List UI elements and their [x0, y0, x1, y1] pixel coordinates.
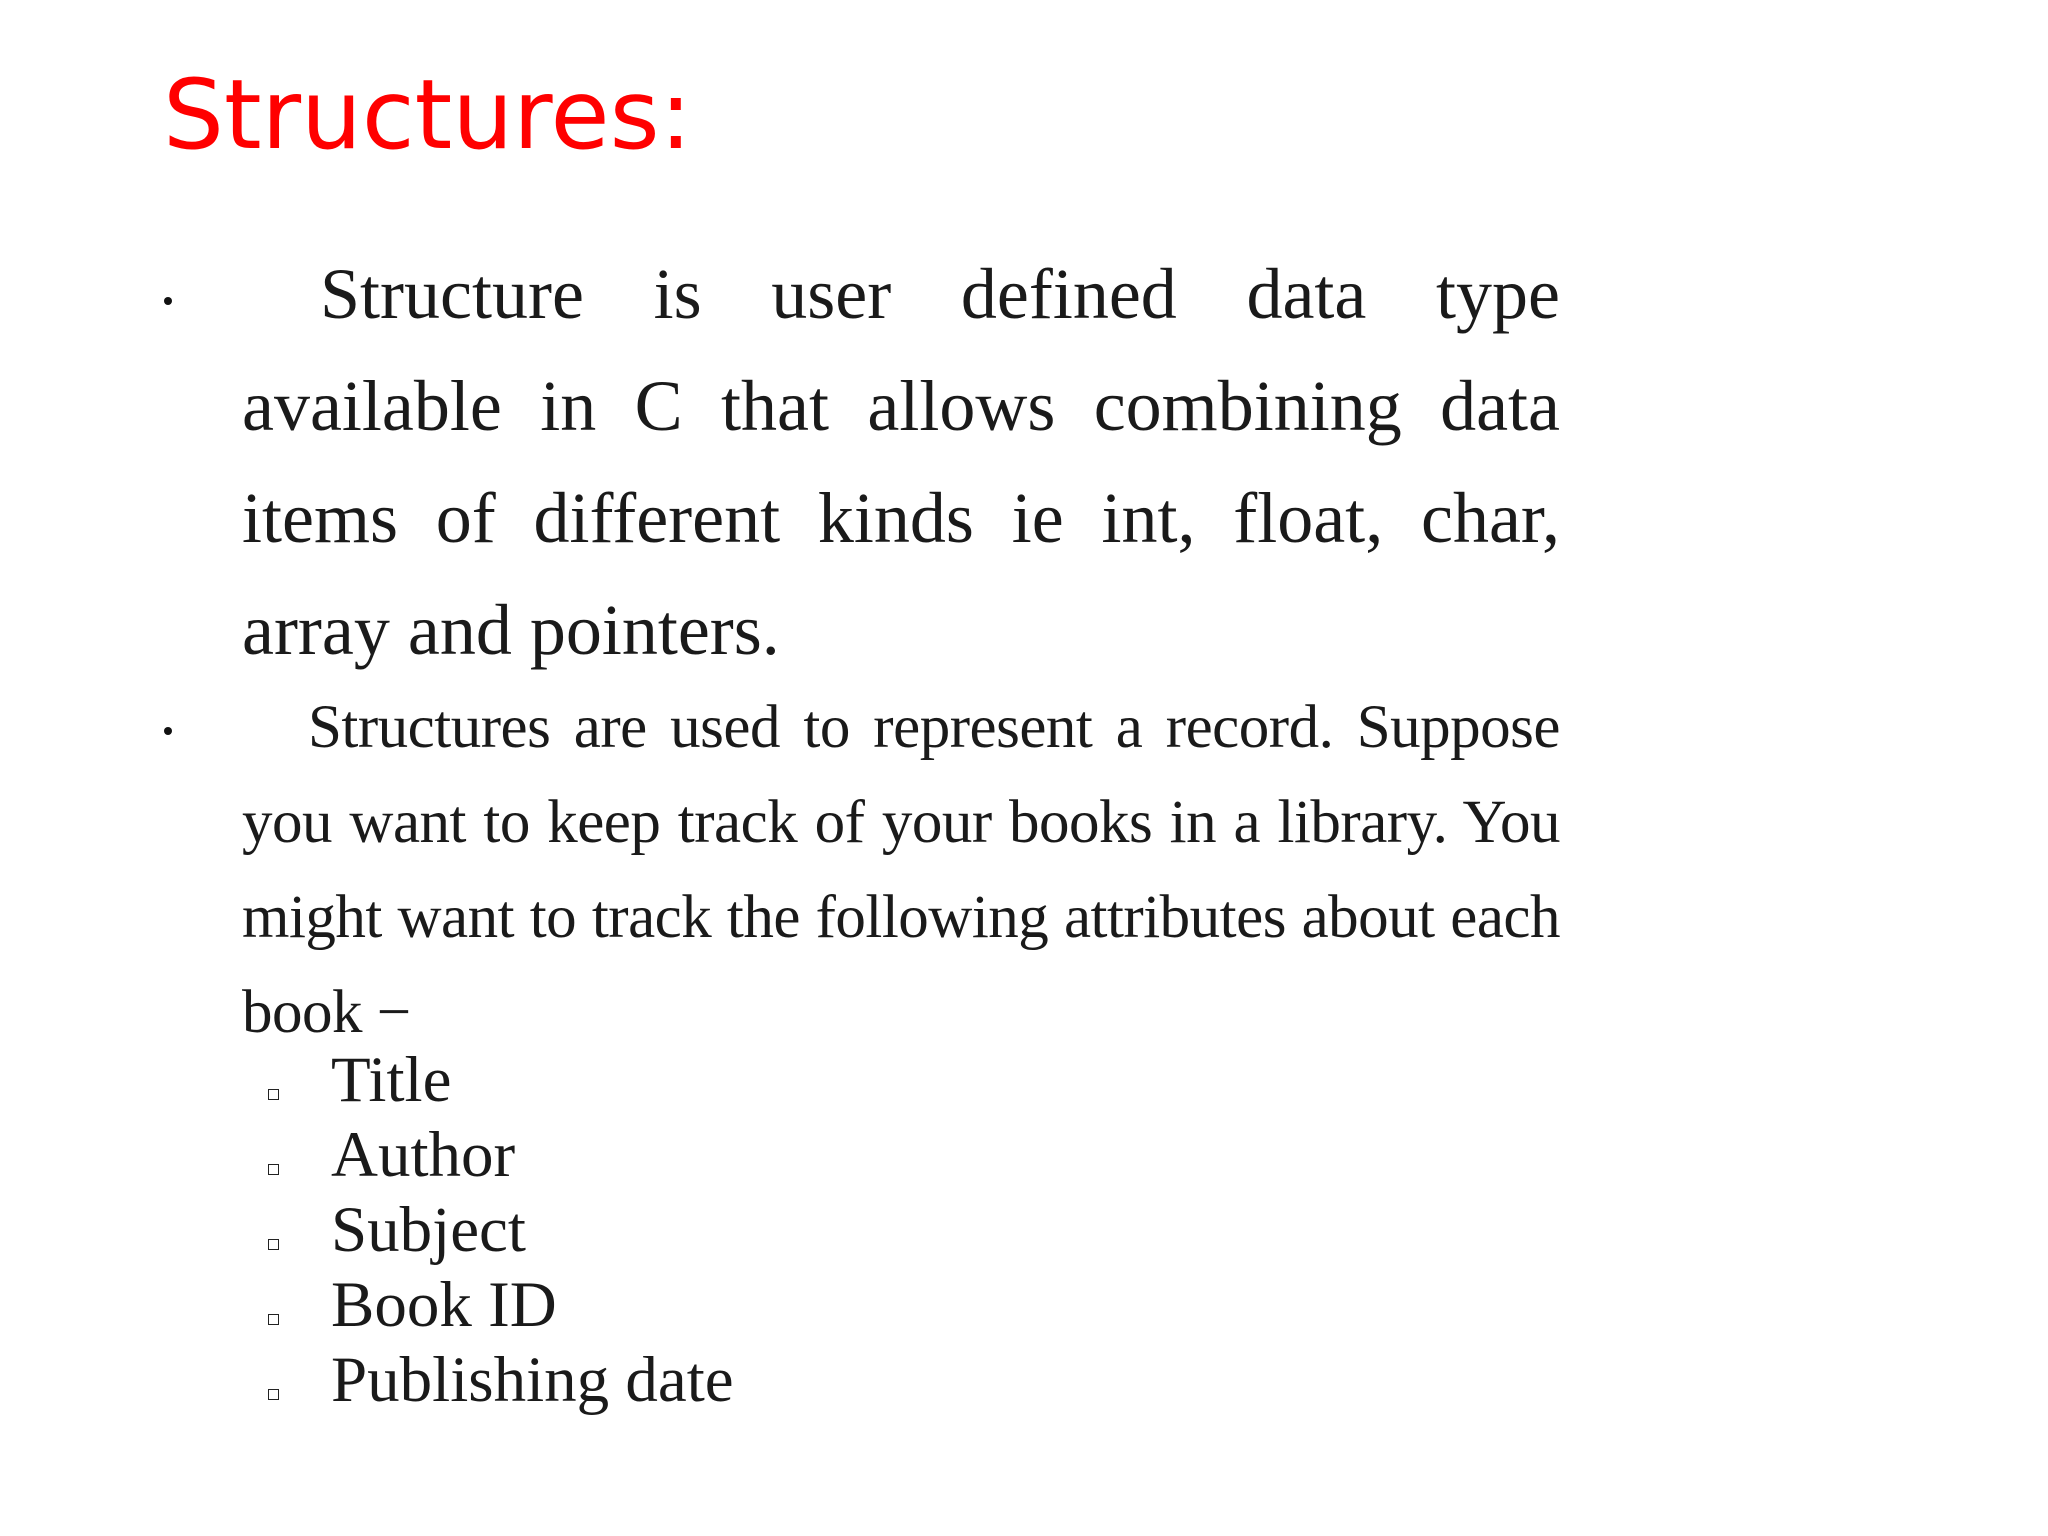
attribute-label: Publishing date	[331, 1344, 734, 1416]
list-item	[268, 1118, 734, 1193]
list-item	[268, 1193, 734, 1268]
attribute-label: Author	[331, 1119, 516, 1191]
attribute-label: Book ID	[331, 1269, 557, 1341]
attribute-label: Subject	[331, 1194, 526, 1266]
bullet-text-structure-usage: Structures are used to represent a record. Suppose you want to keep track of your books in a library. You might want to track the following attributes about each book −	[242, 694, 1560, 1046]
bullet-dot-icon	[164, 297, 172, 305]
slide-title: Structures:	[163, 59, 692, 171]
list-item	[268, 1268, 734, 1343]
square-bullet-icon	[268, 1089, 279, 1100]
bullet-dot-icon	[164, 727, 172, 735]
attribute-label: Title	[331, 1044, 452, 1116]
attribute-list	[268, 1043, 734, 1418]
square-bullet-icon	[268, 1314, 279, 1325]
list-item	[268, 1343, 734, 1418]
square-bullet-icon	[268, 1164, 279, 1175]
square-bullet-icon	[268, 1389, 279, 1400]
bullet-text-structure-definition: Structure is user defined data type available in C that allows combining data items of different kinds ie int, float, char, array and pointers.	[242, 254, 1560, 670]
square-bullet-icon	[268, 1239, 279, 1250]
list-item	[268, 1043, 734, 1118]
